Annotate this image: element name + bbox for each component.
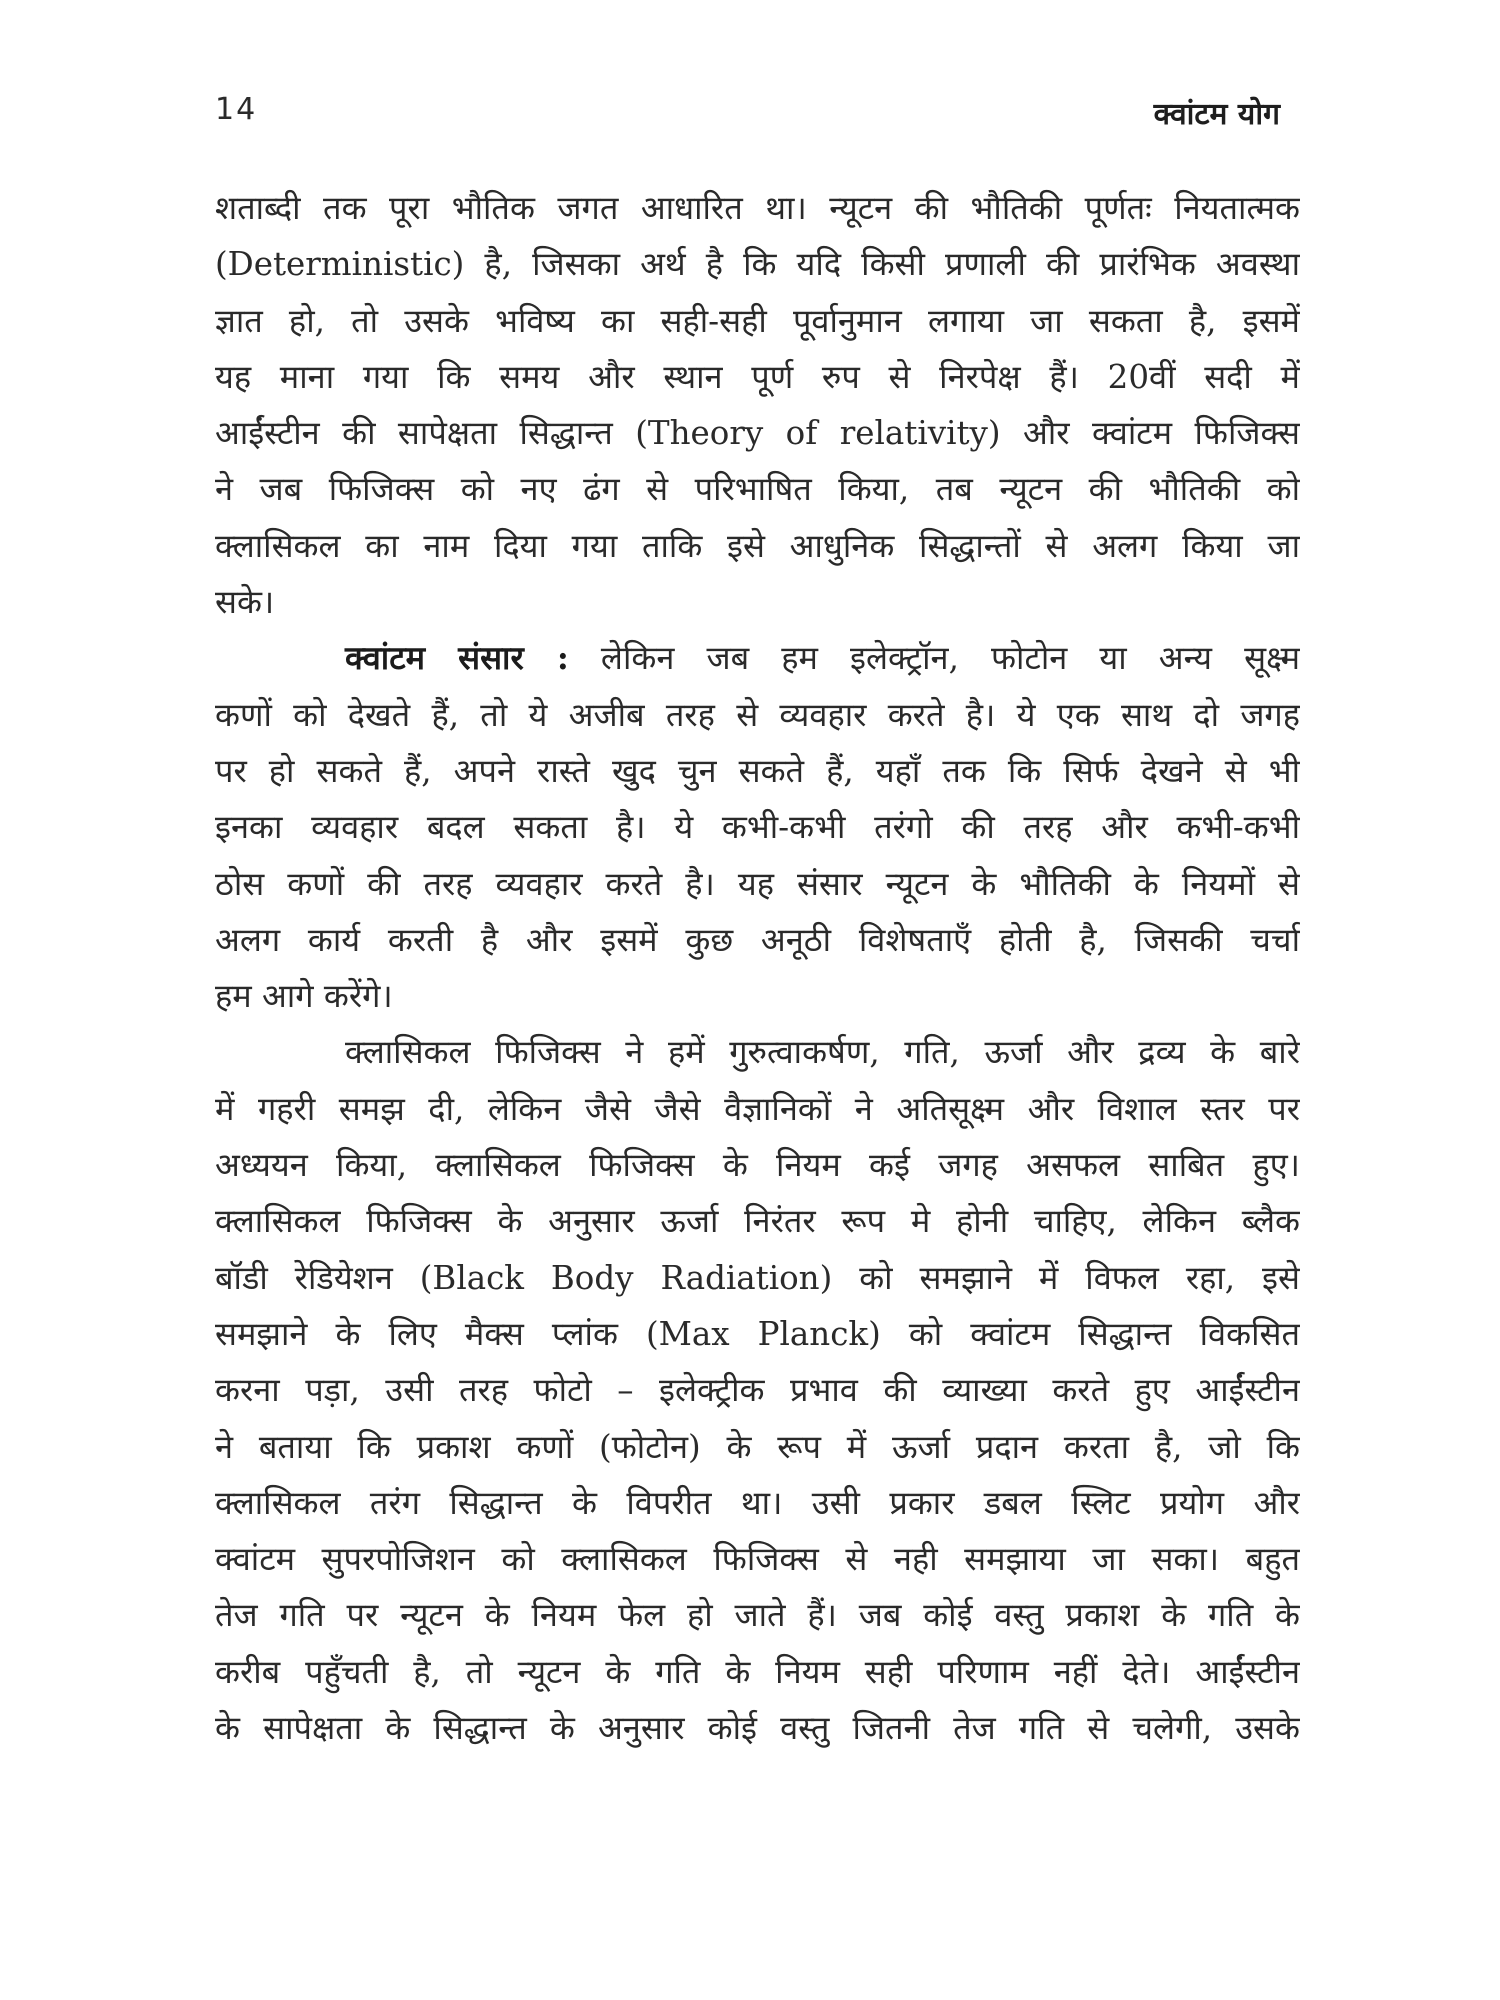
section-heading: क्वांटम संसार : bbox=[345, 638, 569, 678]
text-line: तेज गति पर न्यूटन के नियम फेल हो जाते हैं। जब कोई वस्तु प्रकाश के गति के bbox=[215, 1596, 1300, 1635]
text-line: क्वांटम सुपरपोजिशन को क्लासिकल फिजिक्स से नही समझाया जा सका। बहुत bbox=[215, 1540, 1300, 1579]
text-line: में गहरी समझ दी, लेकिन जैसे जैसे वैज्ञानिकों ने अतिसूक्ष्म और विशाल स्तर पर bbox=[215, 1089, 1300, 1128]
text-line: ज्ञात हो, तो उसके भविष्य का सही-सही पूर्वानुमान लगाया जा सकता है, इसमें bbox=[215, 301, 1300, 340]
running-header bbox=[215, 92, 1280, 142]
text-line: पर हो सकते हैं, अपने रास्ते खुद चुन सकते हैं, यहाँ तक कि सिर्फ देखने से भी bbox=[215, 751, 1300, 790]
text-line: (Deterministic) है, जिसका अर्थ है कि यदि किसी प्रणाली की प्रारंभिक अवस्था bbox=[215, 245, 1300, 284]
text-line: ठोस कणों की तरह व्यवहार करते है। यह संसार न्यूटन के भौतिकी के नियमों से bbox=[215, 864, 1300, 903]
text-line: सके। bbox=[215, 583, 275, 622]
text-line: करना पड़ा, उसी तरह फोटो – इलेक्ट्रीक प्रभाव की व्याख्या करते हुए आईंस्टीन bbox=[215, 1371, 1300, 1410]
text-line: क्लासिकल का नाम दिया गया ताकि इसे आधुनिक सिद्धान्तों से अलग किया जा bbox=[215, 526, 1300, 565]
book-title: क्वांटम योग bbox=[1153, 97, 1280, 132]
text-line: इनका व्यवहार बदल सकता है। ये कभी-कभी तरंगो की तरह और कभी-कभी bbox=[215, 808, 1300, 847]
text-line: कणों को देखते हैं, तो ये अजीब तरह से व्यवहार करते है। ये एक साथ दो जगह bbox=[215, 695, 1300, 734]
text-line: ने बताया कि प्रकाश कणों (फोटोन) के रूप में ऊर्जा प्रदान करता है, जो कि bbox=[215, 1427, 1300, 1466]
text-line: अलग कार्य करती है और इसमें कुछ अनूठी विशेषताएँ होती है, जिसकी चर्चा bbox=[215, 920, 1300, 959]
text-line: शताब्दी तक पूरा भौतिक जगत आधारित था। न्यूटन की भौतिकी पूर्णतः नियतात्मक bbox=[215, 189, 1300, 227]
text-line: समझाने के लिए मैक्स प्लांक (Max Planck) को क्वांटम सिद्धान्त विकसित bbox=[215, 1314, 1300, 1353]
section-first-line-text: लेकिन जब हम इलेक्ट्रॉन, फोटोन या अन्य सूक्ष्म bbox=[568, 639, 1300, 678]
page-number: 14 bbox=[215, 92, 258, 127]
section-first-line bbox=[215, 630, 1300, 686]
text-line: आईंस्टीन की सापेक्षता सिद्धान्त (Theory of relativity) और क्वांटम फिजिक्स bbox=[215, 414, 1300, 453]
text-line: हम आगे करेंगे। bbox=[215, 977, 393, 1016]
text-line: अध्ययन किया, क्लासिकल फिजिक्स के नियम कई जगह असफल साबित हुए। bbox=[215, 1146, 1300, 1185]
text-line: क्लासिकल फिजिक्स के अनुसार ऊर्जा निरंतर रूप मे होनी चाहिए, लेकिन ब्लैक bbox=[215, 1202, 1300, 1241]
text-line: करीब पहुँचती है, तो न्यूटन के गति के नियम सही परिणाम नहीं देते। आईंस्टीन bbox=[215, 1652, 1300, 1691]
text-line: क्लासिकल फिजिक्स ने हमें गुरुत्वाकर्षण, गति, ऊर्जा और द्रव्य के बारे bbox=[345, 1033, 1300, 1072]
text-line: ने जब फिजिक्स को नए ढंग से परिभाषित किया, तब न्यूटन की भौतिकी को bbox=[215, 470, 1300, 509]
text-line: यह माना गया कि समय और स्थान पूर्ण रुप से निरपेक्ष हैं। 20वीं सदी में bbox=[215, 357, 1300, 396]
body-text bbox=[215, 180, 1300, 1756]
text-line: के सापेक्षता के सिद्धान्त के अनुसार कोई वस्तु जितनी तेज गति से चलेगी, उसके bbox=[215, 1709, 1300, 1748]
text-line: क्लासिकल तरंग सिद्धान्त के विपरीत था। उसी प्रकार डबल स्लिट प्रयोग और bbox=[215, 1483, 1300, 1522]
text-line: बॉडी रेडियेशन (Black Body Radiation) को समझाने में विफल रहा, इसे bbox=[215, 1258, 1300, 1297]
